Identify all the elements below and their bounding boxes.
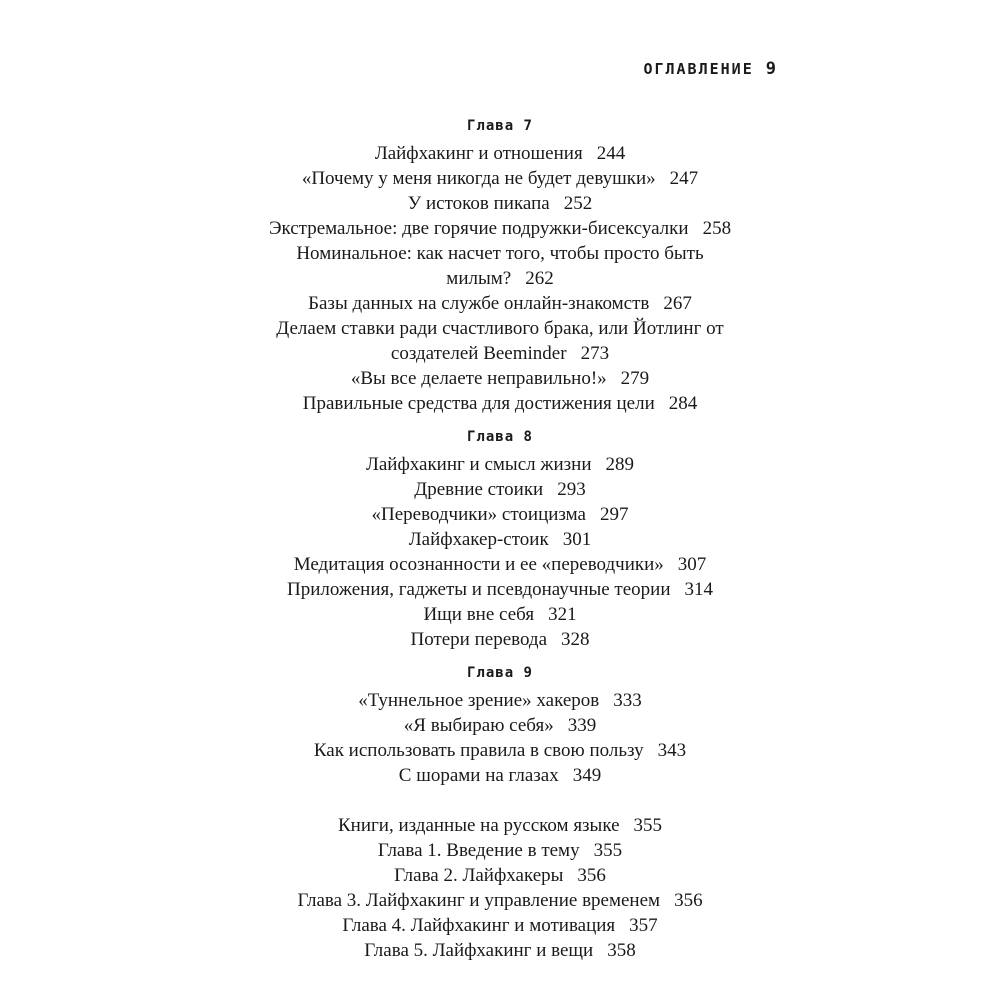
- entry-page: 328: [561, 629, 590, 650]
- toc-entry[interactable]: [200, 391, 800, 416]
- entry-page: 339: [567, 715, 597, 736]
- table-of-contents: [200, 115, 800, 963]
- toc-entry[interactable]: [200, 477, 800, 502]
- entry-title: У истоков пикапа: [407, 193, 550, 214]
- entry-title: Лайфхакинг и отношения: [374, 143, 583, 164]
- toc-entry[interactable]: [200, 141, 800, 166]
- toc-entry[interactable]: [200, 813, 800, 838]
- chapter-heading: Глава 9: [466, 665, 533, 681]
- entry-title: Экстремальное: две горячие подружки-бисексуалки: [268, 218, 689, 239]
- toc-entry[interactable]: [200, 166, 800, 191]
- entry-title: С шорами на глазах: [398, 765, 559, 786]
- entry-page: 284: [668, 393, 698, 414]
- entry-page: 356: [577, 865, 606, 886]
- entry-title: «Туннельное зрение» хакеров: [358, 690, 600, 711]
- entry-page: 349: [572, 765, 602, 786]
- entry-page: 262: [525, 268, 554, 289]
- entry-title: Базы данных на службе онлайн-знакомств: [308, 293, 650, 314]
- entry-page: 293: [557, 479, 586, 500]
- entry-page: 258: [702, 218, 732, 239]
- entry-title: «Почему у меня никогда не будет девушки»: [301, 168, 656, 189]
- back-matter-section: [200, 813, 800, 963]
- entry-page: 357: [629, 915, 658, 936]
- toc-entry[interactable]: [200, 191, 800, 216]
- entry-title: Книги, изданные на русском языке: [337, 815, 620, 836]
- toc-entry[interactable]: [200, 577, 800, 602]
- entry-title: Глава 5. Лайфхакинг и вещи: [364, 940, 594, 961]
- toc-entry[interactable]: [200, 863, 800, 888]
- entry-page: 307: [677, 554, 707, 575]
- entry-title: Потери перевода: [410, 629, 548, 650]
- running-head: [643, 58, 778, 80]
- toc-entry[interactable]: [200, 366, 800, 391]
- page-number: 9: [765, 59, 778, 79]
- entry-title: Лайфхакинг и смысл жизни: [365, 454, 592, 475]
- entry-title-line-2: милым?: [446, 268, 512, 289]
- toc-entry[interactable]: [200, 502, 800, 527]
- entry-title-line-1: Делаем ставки ради счастливого брака, или Йотлинг от: [276, 318, 724, 339]
- entry-title: Глава 1. Введение в тему: [377, 840, 580, 861]
- toc-entry[interactable]: [200, 602, 800, 627]
- entry-title: Древние стоики: [414, 479, 544, 500]
- entry-page: 247: [669, 168, 699, 189]
- entry-title-line-2: создателей Beeminder: [390, 343, 567, 364]
- toc-entry[interactable]: [200, 241, 800, 291]
- entry-page: 358: [607, 940, 636, 961]
- chapter-8-section: [200, 426, 800, 652]
- entry-title: Лайфхакер-стоик: [408, 529, 549, 550]
- entry-title: Приложения, гаджеты и псевдонаучные теории: [286, 579, 671, 600]
- entry-page: 355: [593, 840, 623, 861]
- entry-page: 289: [605, 454, 635, 475]
- entry-title: Глава 4. Лайфхакинг и мотивация: [342, 915, 616, 936]
- entry-page: 355: [633, 815, 663, 836]
- entry-page: 356: [674, 890, 703, 911]
- chapter-7-section: [200, 115, 800, 416]
- entry-title-line-1: Номинальное: как насчет того, чтобы просто быть: [296, 243, 704, 264]
- entry-title: Глава 3. Лайфхакинг и управление временем: [297, 890, 661, 911]
- section-title: ОГЛАВЛЕНИЕ: [643, 60, 754, 78]
- toc-entry[interactable]: [200, 938, 800, 963]
- chapter-9-section: [200, 662, 800, 788]
- entry-title: Медитация осознанности и ее «переводчики»: [293, 554, 664, 575]
- toc-entry[interactable]: [200, 763, 800, 788]
- toc-entry[interactable]: [200, 527, 800, 552]
- entry-page: 301: [562, 529, 592, 550]
- entry-title: Как использовать правила в свою пользу: [313, 740, 644, 761]
- toc-entry[interactable]: [200, 316, 800, 366]
- entry-page: 244: [596, 143, 626, 164]
- entry-page: 297: [599, 504, 629, 525]
- entry-page: 321: [548, 604, 577, 625]
- entry-title: Правильные средства для достижения цели: [302, 393, 655, 414]
- entry-page: 252: [563, 193, 593, 214]
- toc-entry[interactable]: [200, 913, 800, 938]
- entry-page: 273: [580, 343, 610, 364]
- toc-entry[interactable]: [200, 552, 800, 577]
- toc-entry[interactable]: [200, 838, 800, 863]
- toc-entry[interactable]: [200, 738, 800, 763]
- entry-page: 279: [620, 368, 650, 389]
- toc-entry[interactable]: [200, 627, 800, 652]
- entry-title: Глава 2. Лайфхакеры: [394, 865, 564, 886]
- entry-title: Ищи вне себя: [423, 604, 535, 625]
- entry-title: «Переводчики» стоицизма: [371, 504, 586, 525]
- entry-page: 267: [663, 293, 692, 314]
- entry-title: «Я выбираю себя»: [403, 715, 554, 736]
- chapter-heading: Глава 7: [466, 118, 533, 134]
- toc-entry[interactable]: [200, 688, 800, 713]
- chapter-heading: Глава 8: [466, 429, 533, 445]
- entry-page: 333: [613, 690, 642, 711]
- toc-entry[interactable]: [200, 713, 800, 738]
- entry-title: «Вы все делаете неправильно!»: [350, 368, 607, 389]
- toc-entry[interactable]: [200, 888, 800, 913]
- toc-entry[interactable]: [200, 216, 800, 241]
- entry-page: 343: [657, 740, 687, 761]
- toc-entry[interactable]: [200, 291, 800, 316]
- entry-page: 314: [684, 579, 714, 600]
- toc-entry[interactable]: [200, 452, 800, 477]
